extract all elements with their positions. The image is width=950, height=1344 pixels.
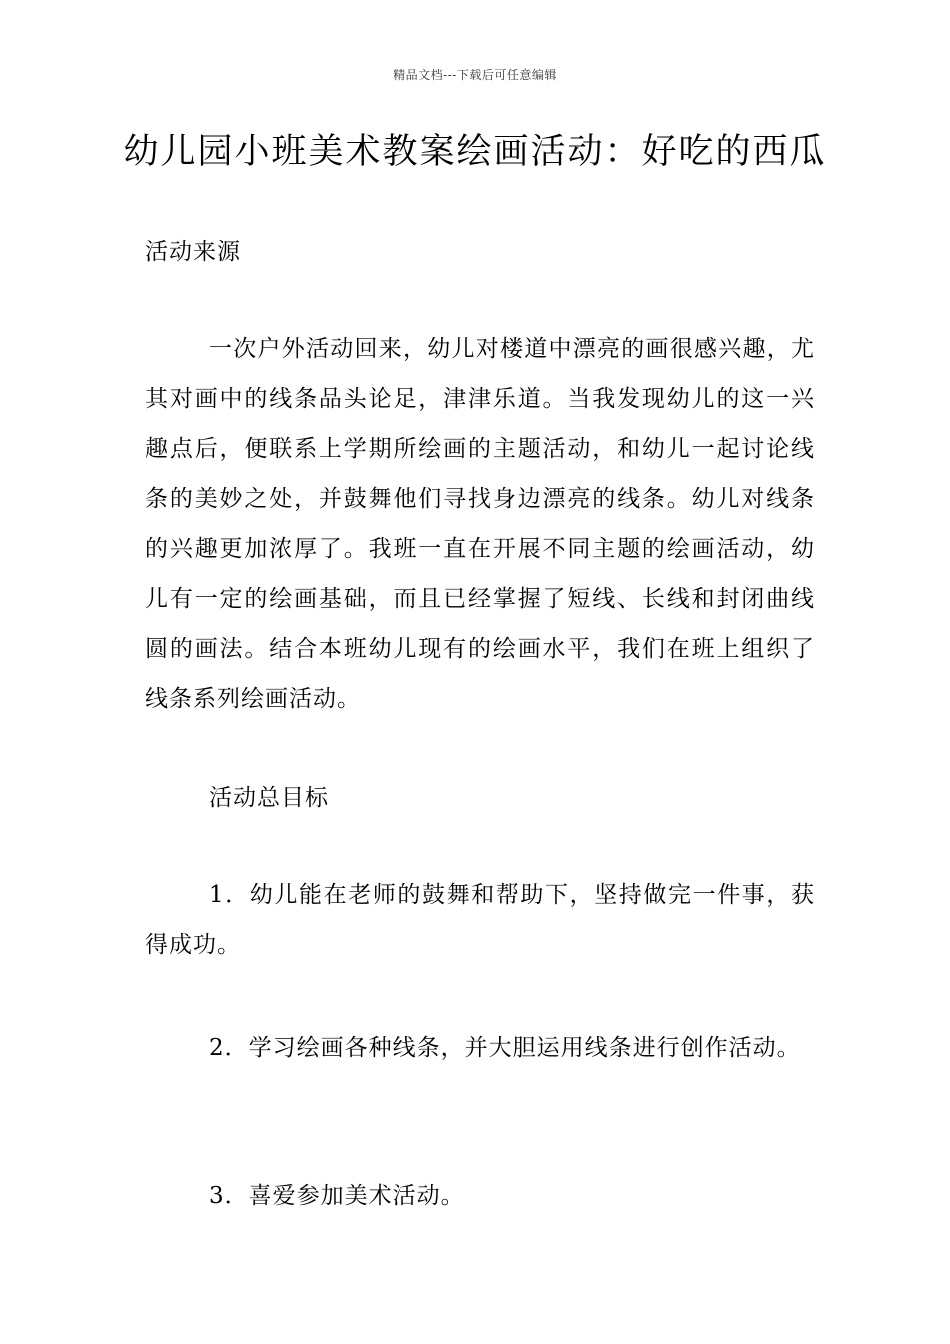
section-heading-origin: 活动来源 — [145, 239, 241, 265]
section-heading-goals: 活动总目标 — [209, 785, 329, 811]
origin-paragraph: 一次户外活动回来，幼儿对楼道中漂亮的画很感兴趣，尤其对画中的线条品头论足，津津乐道。当我发现幼儿的这一兴趣点后，便联系上学期所绘画的主题活动，和幼儿一起讨论线条的美妙之处，并鼓舞他们寻找身边漂亮的线条。幼儿对线条的兴趣更加浓厚了。我班一直在开展不同主题的绘画活动，幼儿有一定的绘画基础，而且已经掌握了短线、长线和封闭曲线圆的画法。结合本班幼儿现有的绘画水平，我们在班上组织了线条系列绘画活动。 — [145, 336, 815, 712]
document-title: 幼儿园小班美术教案绘画活动：好吃的西瓜 — [123, 132, 827, 172]
goal-item-1: 1．幼儿能在老师的鼓舞和帮助下，坚持做完一件事，获得成功。 — [145, 882, 815, 958]
goal-item-2: 2．学习绘画各种线条，并大胆运用线条进行创作活动。 — [209, 1035, 801, 1061]
goal-item-3: 3．喜爱参加美术活动。 — [209, 1183, 465, 1209]
header-note: 精品文档---下载后可任意编辑 — [393, 68, 557, 82]
